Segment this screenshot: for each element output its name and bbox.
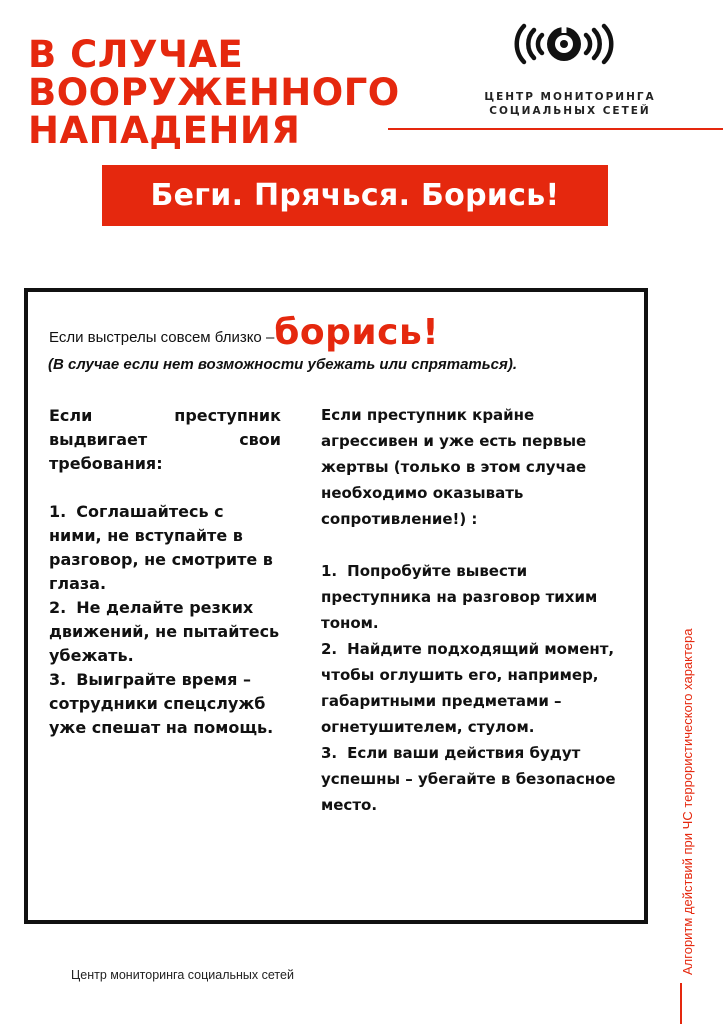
- intro-line: [49, 312, 439, 353]
- right-column: [321, 402, 619, 818]
- list-item: [321, 636, 619, 740]
- intro-note: (В случае если нет возможности убежать или спрятаться).: [48, 356, 518, 373]
- right-list: [321, 558, 619, 818]
- list-item: [321, 740, 619, 818]
- side-caption: Алгоритм действий при ЧС террористического характера: [680, 628, 695, 975]
- footer-text: Центр мониторинга социальных сетей: [71, 968, 294, 982]
- list-item: [49, 500, 281, 596]
- organization-name: [470, 90, 670, 118]
- item-number: 1.: [321, 562, 338, 580]
- right-heading: Если преступник крайне агрессивен и уже есть первые жертвы (только в этом случае необходимо оказывать сопротивление!) :: [321, 406, 587, 528]
- fight-emphasis: борись!: [274, 312, 440, 353]
- item-text: Не делайте резких движений, не пытайтесь убежать.: [49, 598, 280, 665]
- org-line: ЦЕНТР МОНИТОРИНГА: [484, 91, 656, 103]
- item-text: Соглашайтесь с ними, не вступайте в разговор, не смотрите в глаза.: [49, 502, 273, 593]
- header-divider: [388, 128, 723, 130]
- item-text: Выиграйте время – сотрудники спецслужб уже спешат на помощь.: [49, 670, 274, 737]
- title-line: ВООРУЖЕННОГО: [28, 71, 400, 114]
- intro-text: Если выстрелы совсем близко –: [49, 329, 275, 346]
- broadcast-signal-icon: [514, 18, 614, 70]
- item-number: 3.: [321, 744, 338, 762]
- left-heading: Если преступник выдвигает свои требования:: [49, 406, 281, 473]
- title-line: НАПАДЕНИЯ: [28, 109, 301, 152]
- left-column: [49, 404, 281, 740]
- item-text: Попробуйте вывести преступника на разговор тихим тоном.: [321, 562, 598, 632]
- org-line: СОЦИАЛЬНЫХ СЕТЕЙ: [489, 105, 651, 117]
- left-list: [49, 500, 281, 740]
- item-number: 2.: [49, 598, 67, 617]
- title-line: В СЛУЧАЕ: [28, 33, 244, 76]
- list-item: [49, 668, 281, 740]
- item-number: 2.: [321, 640, 338, 658]
- item-text: Найдите подходящий момент, чтобы оглушить его, например, габаритными предметами – огнетушителем, стулом.: [321, 640, 615, 736]
- item-text: Если ваши действия будут успешны – убегайте в безопасное место.: [321, 744, 616, 814]
- slogan-banner: Беги. Прячься. Борись!: [102, 165, 608, 226]
- item-number: 1.: [49, 502, 67, 521]
- item-number: 3.: [49, 670, 67, 689]
- page-title: [28, 33, 400, 152]
- list-item: [321, 558, 619, 636]
- side-caption-rule: [680, 983, 682, 1024]
- list-item: [49, 596, 281, 668]
